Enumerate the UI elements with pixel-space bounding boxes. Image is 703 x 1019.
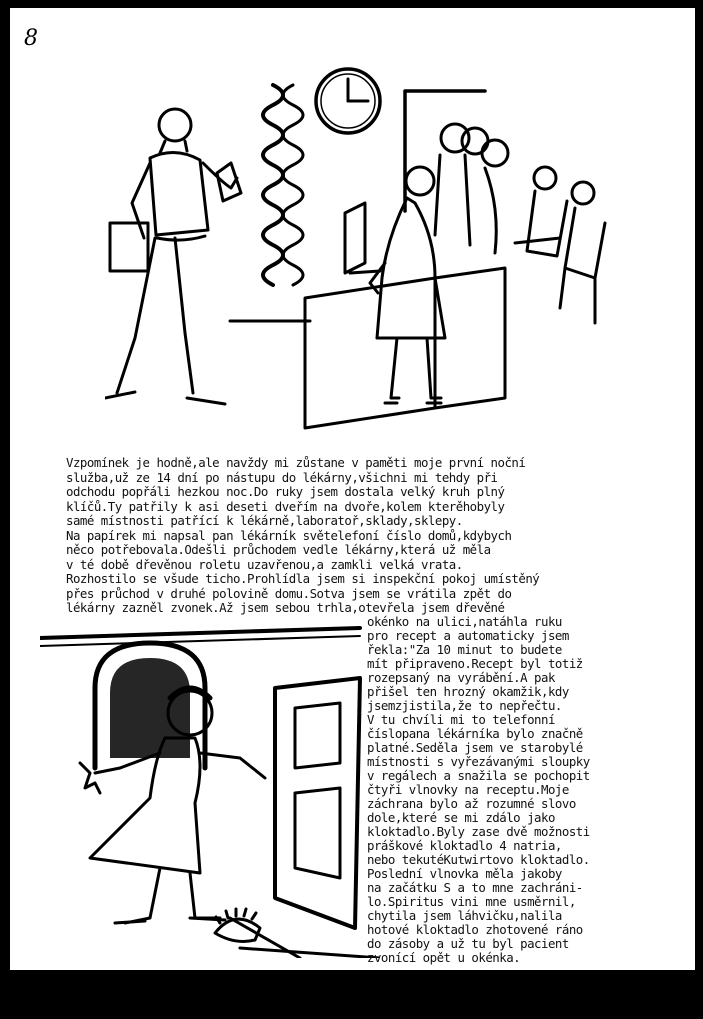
woman-with-keys-drawing bbox=[40, 618, 380, 958]
text-line: klíčů.Ty patřily k asi deseti dveřím na dvoře,kolem kterěhobyly bbox=[66, 498, 505, 514]
text-line: přišel ten hrozný okamžik,kdy bbox=[367, 684, 569, 699]
text-line: místnosti s vyřezávanými sloupky bbox=[367, 754, 590, 769]
text-line: dole,které se mi zdálo jako bbox=[367, 810, 555, 825]
text-line: číslopana lékárníka bylo značně bbox=[367, 726, 583, 741]
pharmacy-night-scene-drawing bbox=[105, 63, 665, 443]
text-line: lékárny zazněl zvonek.Až jsem sebou trhla,otevřela jsem dřevěné bbox=[66, 600, 505, 615]
text-line: V tu chvíli mi to telefonní bbox=[367, 712, 555, 727]
text-line: kloktadlo.Byly zase dvě možnosti bbox=[367, 824, 590, 839]
text-line: čtyři vlnovky na receptu.Moje bbox=[367, 782, 569, 797]
text-line: služba,už ze 14 dní po nástupu do lékárny,všichni mi tehdy při bbox=[66, 469, 498, 485]
text-line: Vzpomínek je hodně,ale navždy mi zůstane v paměti moje první noční bbox=[66, 455, 526, 470]
text-line: odchodu popřáli hezkou noc.Do ruky jsem dostala velký kruh plný bbox=[66, 484, 505, 499]
text-line: práškové kloktadlo 4 natria, bbox=[367, 838, 562, 853]
story-text-column bbox=[367, 614, 687, 964]
text-line: Na papírek mi napsal pan lékárník světelefoní číslo domů,kdybych bbox=[66, 527, 512, 543]
text-line: řekla:"Za 10 minut to budete bbox=[367, 642, 562, 657]
text-line: v regálech a snažila se pochopit bbox=[367, 768, 590, 783]
text-line: přes průchod v druhé polovině domu.Sotva jsem se vrátila zpět do bbox=[66, 585, 512, 601]
text-line: lo.Spiritus vini mne usměrnil, bbox=[367, 894, 576, 909]
text-line: okénko na ulici,natáhla ruku bbox=[367, 614, 562, 629]
text-line: záchrana bylo až rozumné slovo bbox=[367, 796, 576, 811]
text-line: rozepsaný na vyrábění.A pak bbox=[367, 670, 555, 685]
text-line: něco potřebovala.Odešli průchodem vedle lékárny,která už měla bbox=[66, 542, 491, 557]
page-sheet bbox=[10, 8, 695, 970]
text-line: jsemzjistila,že to nepřečtu. bbox=[367, 698, 562, 713]
text-line: nebo tekutéKutwirtovo kloktadlo. bbox=[367, 852, 590, 867]
text-line: v té době dřevěnou roletu uzavřenou,a zamkli velká vrata. bbox=[66, 556, 463, 572]
text-line: mít připraveno.Recept byl totiž bbox=[367, 656, 583, 671]
text-line: samé místnosti patřící k lékárně,laboratoř,sklady,sklepy. bbox=[66, 513, 463, 528]
text-line: hotové kloktadlo zhotovené ráno bbox=[367, 922, 583, 937]
text-line: zvonící opět u okénka. bbox=[367, 950, 521, 965]
text-line: Poslední vlnovka měla jakoby bbox=[367, 866, 562, 881]
text-line: do zásoby a už tu byl pacient bbox=[367, 936, 569, 951]
text-line: chytila jsem láhvičku,nalila bbox=[367, 908, 562, 923]
text-line: pro recept a automaticky jsem bbox=[367, 628, 569, 643]
text-line: Rozhostilo se všude ticho.Prohlídla jsem si inspekční pokoj umístěný bbox=[66, 571, 540, 586]
page-number: 8 bbox=[24, 26, 38, 51]
story-text-full-width bbox=[66, 455, 686, 625]
text-line: platné.Seděla jsem ve starobylé bbox=[367, 740, 583, 755]
text-line: na začátku S a to mne zachráni- bbox=[367, 880, 583, 895]
